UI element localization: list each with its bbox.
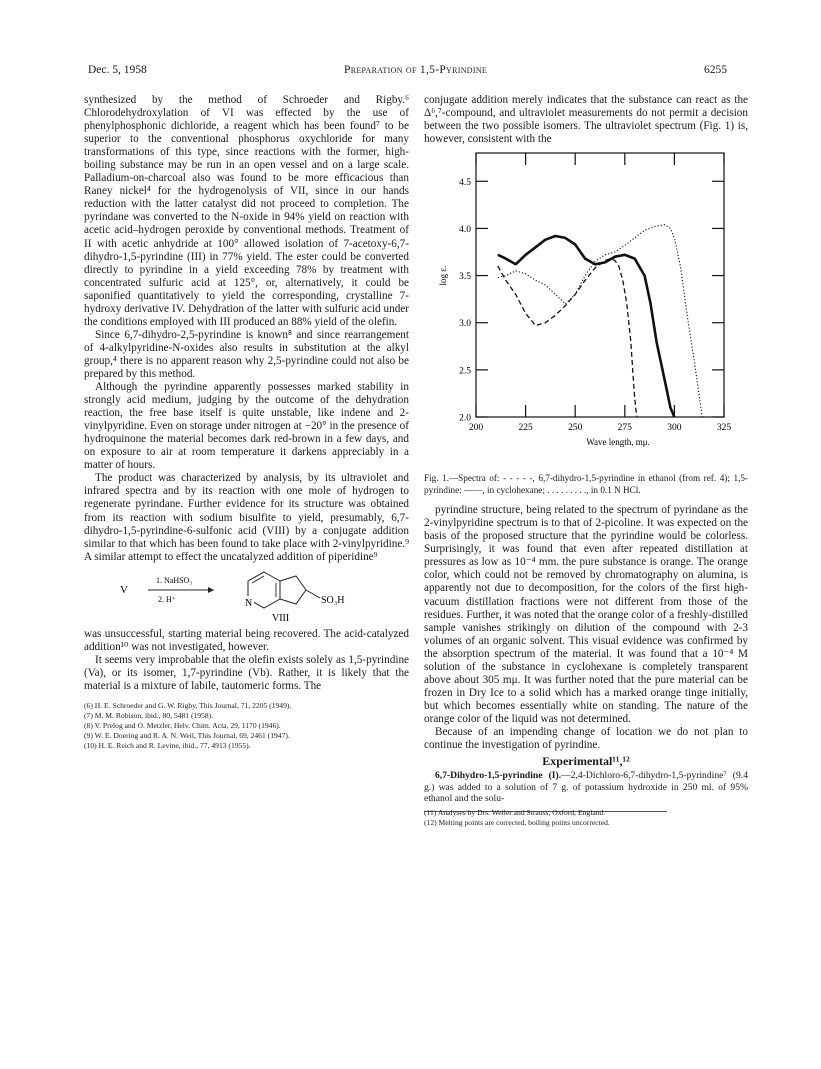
paragraph: Since 6,7-dihydro-2,5-pyrindine is known⁸ and since rearrangement of 4-alkylpyridine-N-oxides also results in substitution at the alkyl group,⁴ there is no apparent reason why 2,5-pyrindine could not also be prepared by this method. — [84, 328, 409, 380]
y-tick-label: 3.5 — [459, 272, 471, 283]
arrowhead — [208, 587, 214, 593]
paragraph: It seems very improbable that the olefin exists solely as 1,5-pyrindine (Va), or its isomer, 1,7-pyrindine (Vb). Rather, it is likely that the material is a mixture of labile, tautomeric forms. The — [84, 653, 409, 692]
footnote: (6) H. E. Schroeder and G. W. Rigby, This Journal, 71, 2205 (1949). — [84, 700, 292, 710]
paragraph: The product was characterized by analysis, by its ultraviolet and infrared spectra and by its reaction with one mole of hydrogen to regenerate pyrindane. Further evidence for its structure was obtained from its reaction with sodium bisulfite to yield, presumably, 6,7-dihydro-1,5-pyrindine-6-sulfonic acid (VIII) by a conjugate addition similar to that which has been found to take place with 2-vinylpyridine.⁹ A similar attempt to effect the uncatalyzed addition of piperidine⁹ — [84, 472, 409, 563]
compound-title: 6,7-Dihydro-1,5-pyrindine (I). — [435, 770, 562, 782]
sulfonic-group: SO₃H — [321, 594, 345, 606]
substituent-bond — [306, 590, 320, 598]
x-tick-label: 225 — [518, 423, 533, 434]
y-axis-label: log ε. — [438, 265, 448, 286]
footnote: (11) Analyses by Drs. Weiler and Strauss, Oxford, England. — [424, 807, 606, 817]
paragraph: was unsuccessful, starting material being recovered. The acid-catalyzed addition¹⁰ was not investigated, however. — [84, 627, 409, 653]
y-tick-label: 4.0 — [459, 225, 471, 236]
header-date: Dec. 5, 1958 — [88, 64, 147, 76]
paragraph: Although the pyrindine apparently possesses marked stability in strongly acid medium, judging by the outcome of the dehydration reaction, the free base itself is quite unstable, like indene and 2-vinylpyridine. Even on storage under nitrogen at −20° in the presence of hydroquinone the material becomes dark red-brown in a few days, and on exposure to air at room temperature it darkens appreciably in a matter of hours. — [84, 381, 409, 472]
figure-caption: Fig. 1.—Spectra of: - - - - -, 6,7-dihydro-1,5-pyrindine in ethanol (from ref. 4); 1,5-pyrindine: ——, in cyclohexane; . . . . . . . . ., in 0.1 N HCl. — [424, 473, 748, 496]
plot-frame — [476, 153, 724, 417]
ring-double-bond — [252, 576, 264, 583]
reaction-scheme — [84, 566, 409, 624]
x-tick-label: 325 — [716, 423, 732, 434]
paragraph: pyrindine structure, being related to the spectrum of pyrindane as the 2-vinylpyridine spectrum is to that of 2-picoline. It was expected on the basis of the proposed structure that the pyrindine would be colorless. Surprisingly, it was found that even after repeated distillation at pressures as low as 10⁻⁴ mm. the pure substance is orange. The orange color, which could not be removed by chromatography on alumina, is apparently not due to decomposition, for the colors of the first high-vacuum distillation fractions were not different from those of the residues. Further, it was noted that the orange color of a freshly-distilled sample vanishes strikingly on dilution of the compound with 2-3 volumes of an organic solvent. This visual evidence was confirmed by the absorption spectrum of the material. It was found that a 10⁻⁴ M solution of the substance in cyclohexane is completely transparent above about 305 mμ. It was further noted that the pure material can be frozen in Dry Ice to a solid which has a marked orange tinge initially, but which becomes essentially white on standing. The nature of the orange color of the liquid was not determined. — [424, 504, 748, 725]
experimental-heading: Experimental¹¹,¹² — [542, 754, 630, 769]
paragraph: synthesized by the method of Schroeder and Rigby.⁶ Chlorodehydroxylation of VI was effected by the use of phenylphosphonic dichloride, a reagent which has been found⁷ to be superior to the conventional phosphorus oxychloride for many transformations of this type, since reactions with the former, high-boiling substance may be run in an open vessel and on a large scale. Palladium-on-charcoal also was found to be more efficacious than Raney nickel⁴ for the hydrogenolysis of VII, since in our hands reduction with the latter catalyst did not proceed to completion. The pyrindane was converted to the N-oxide in 94% yield on reaction with acetic acid–hydrogen peroxide by conventional methods. Treatment of II with acetic anhydride at 100° allowed isolation of 7-acetoxy-6,7-dihydro-1,5-pyrindine (III) in 77% yield. The ester could be converted directly to pyrindine in a yield exceeding 78% by treatment with concentrated sulfuric acid at 125°, or, alternatively, it could be saponified quantitatively to yield the corresponding, crystalline 7-hydroxy derivative IV. Dehydration of the latter with sulfuric acid under the conditions employed with III produced an 88% yield of the olefin. — [84, 94, 409, 328]
x-tick-label: 300 — [667, 423, 682, 434]
footnote: (10) H. E. Reich and R. Levine, ibid., 77, 4913 (1955). — [84, 741, 251, 751]
x-tick-label: 200 — [468, 423, 484, 434]
series-line-dashed — [498, 259, 637, 417]
x-tick-label: 275 — [617, 423, 632, 434]
footnote: (8) V. Prelog and O. Metzler, Helv. Chim. Acta, 29, 1170 (1946). — [84, 721, 281, 731]
footnote: (7) M. M. Robison, ibid., 80, 5481 (1958). — [84, 711, 214, 721]
footnote: (9) W. E. Doering and R. A. N. Weil, This Journal, 69, 2461 (1947). — [84, 731, 290, 741]
y-tick-label: 4.5 — [459, 177, 471, 188]
footnotes-left — [84, 701, 409, 751]
reaction-svg — [84, 566, 409, 624]
ring-nitrogen: N — [245, 597, 253, 609]
paragraph: conjugate addition merely indicates that the substance can react as the Δ⁶,⁷-compound, and ultraviolet measurements do not permit a decision between the two possible isomers. The ultraviolet spectrum (Fig. 1) is, however, consistent with the — [424, 94, 748, 146]
cyclopentane-ring — [280, 576, 306, 604]
right-column — [424, 94, 748, 828]
reagent-step1: 1. NaHSO₃ — [156, 575, 193, 585]
header-page: 6255 — [704, 64, 727, 76]
left-column — [84, 94, 409, 751]
product-label: VIII — [272, 612, 290, 624]
paragraph: Because of an impending change of location we do not plan to continue the investigation of pyrindine. — [424, 725, 748, 752]
footnote: (12) Melting points are corrected, boiling points uncorrected. — [424, 818, 610, 827]
uv-spectrum-chart — [424, 147, 748, 469]
x-axis-label: Wave length, mμ. — [586, 437, 650, 448]
y-tick-label: 3.0 — [459, 319, 471, 330]
reactant-label: V — [120, 583, 128, 596]
y-tick-label: 2.5 — [459, 366, 471, 377]
series-line-solid — [498, 236, 675, 417]
x-tick-label: 250 — [568, 423, 583, 434]
y-tick-label: 2.0 — [459, 413, 471, 424]
footnotes-right-list — [424, 808, 748, 828]
header-title: Preparation of 1,5-Pyrindine — [344, 64, 488, 76]
reagent-step2: 2. H⁺ — [158, 594, 176, 604]
experimental-paragraph — [424, 770, 748, 805]
experimental-text: —2,4-Dichloro-6,7-dihydro-1,5-pyrindine⁷ (9.4 g.) was added to a solution of 7 g. of potassium hydroxide in 250 ml. of 95% ethanol and the solu- — [424, 770, 748, 805]
